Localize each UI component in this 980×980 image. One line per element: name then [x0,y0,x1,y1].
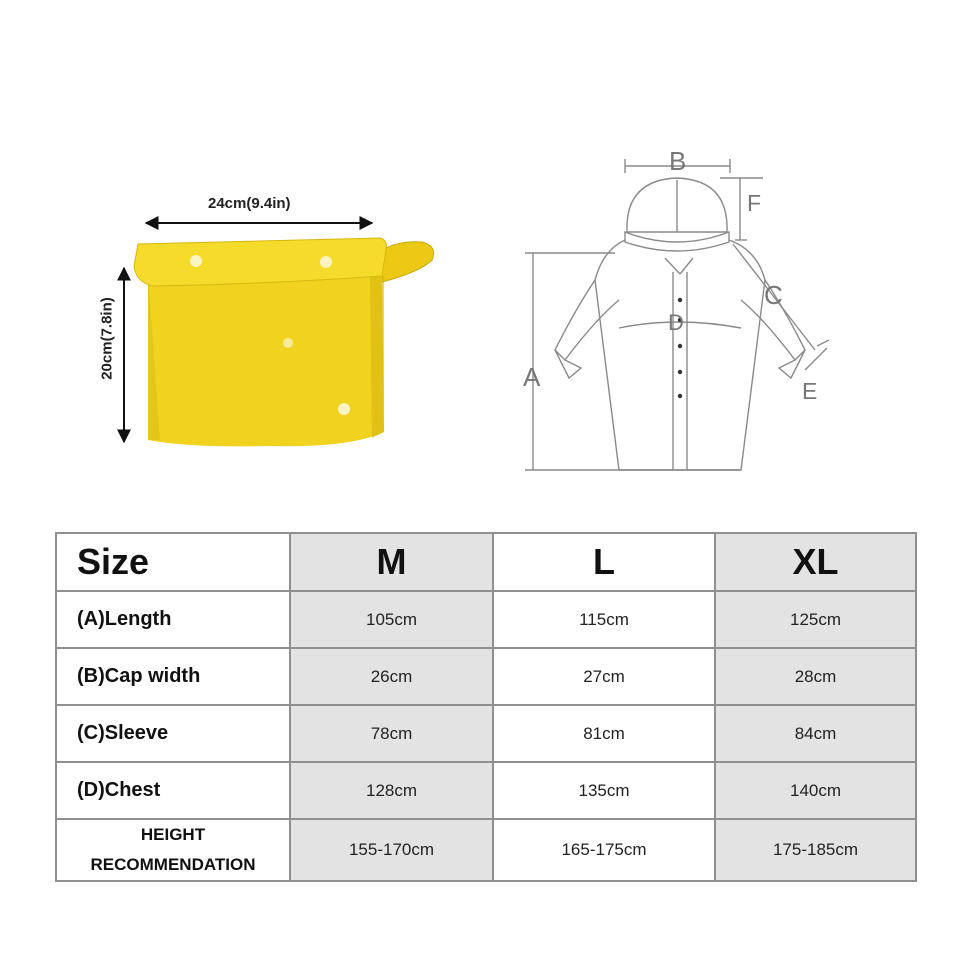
table-row [56,819,916,881]
table-row [56,648,916,705]
pouch-illustration [90,180,450,460]
table-cell: 125cm [715,591,916,648]
table-cell: 28cm [715,648,916,705]
snap-button [283,338,293,348]
measure-letter-e: E [802,378,818,404]
pouch-figure [90,180,450,460]
table-row [56,705,916,762]
row-label-sleeve: (C)Sleeve [56,705,290,762]
table-cell: 84cm [715,705,916,762]
table-cell: 81cm [493,705,715,762]
row-label-height-recommendation [56,819,290,881]
row-label-line: HEIGHT [140,825,206,844]
table-cell: 135cm [493,762,715,819]
measure-letter-a: A [523,362,541,392]
row-label-length: (A)Length [56,591,290,648]
snap-button [320,256,332,268]
table-cell: 78cm [290,705,493,762]
snap-button [338,403,350,415]
row-label-cap-width: (B)Cap width [56,648,290,705]
table-cell: 115cm [493,591,715,648]
measure-letter-c: C [764,280,783,310]
row-label-line: RECOMMENDATION [90,855,256,874]
table-cell: 140cm [715,762,916,819]
measure-letter-f: F [747,190,762,216]
size-column-header: Size [56,533,290,591]
measure-letter-d: D [668,310,684,335]
pouch-body [148,266,384,446]
table-cell: 105cm [290,591,493,648]
pouch-height-label: 20cm(7.8in) [98,297,116,380]
raincoat-diagram [515,140,845,480]
table-cell: 165-175cm [493,819,715,881]
table-row [56,762,916,819]
size-chart-table [55,532,917,882]
size-l-header: L [493,533,715,591]
table-cell: 27cm [493,648,715,705]
size-m-header: M [290,533,493,591]
table-cell: 128cm [290,762,493,819]
table-cell: 155-170cm [290,819,493,881]
table-cell: 26cm [290,648,493,705]
table-header-row [56,533,916,591]
row-label-chest: (D)Chest [56,762,290,819]
size-xl-header: XL [715,533,916,591]
table-cell: 175-185cm [715,819,916,881]
pouch-width-label: 24cm(9.4in) [208,195,291,212]
snap-button [190,255,202,267]
measure-letter-b: B [669,146,687,176]
table-row [56,591,916,648]
